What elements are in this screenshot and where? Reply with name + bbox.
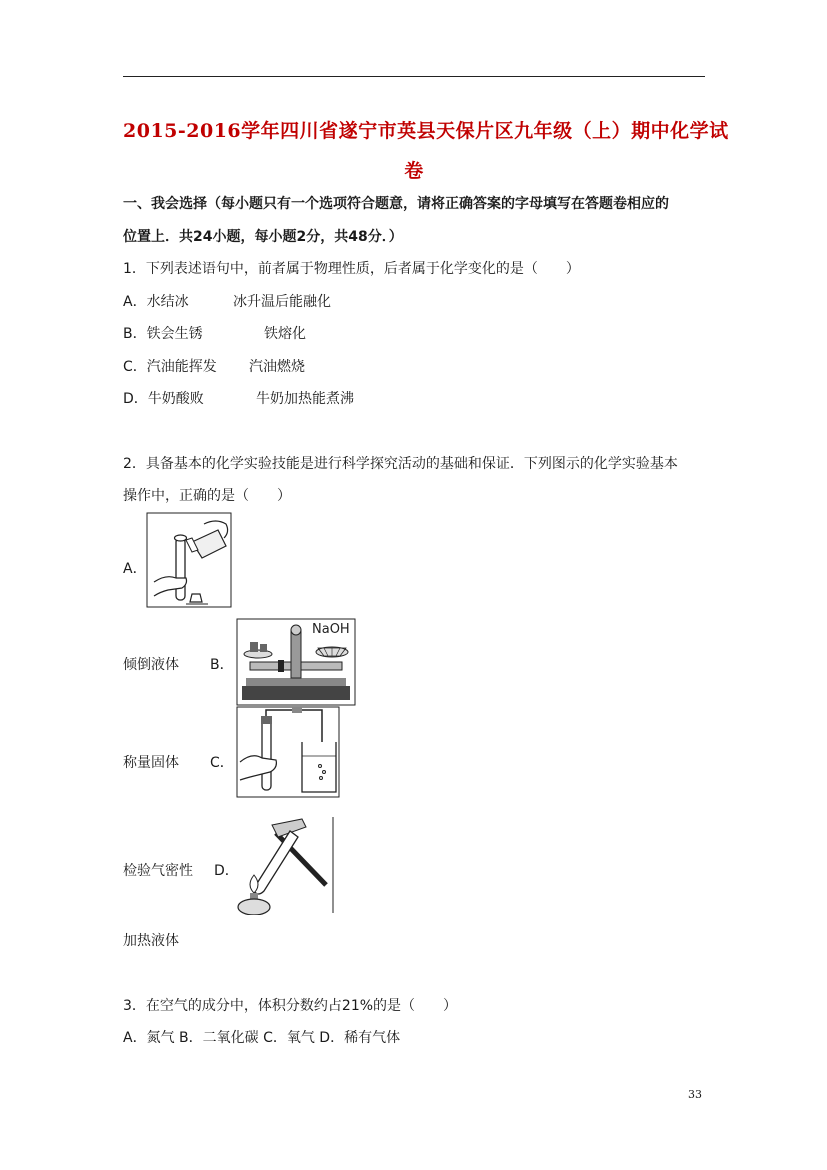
q3-options: A．氮气 B．二氧化碳 C．氧气 D．稀有气体 [123, 1030, 401, 1046]
section-heading-line1: 一、我会选择（每小题只有一个选项符合题意，请将正确答案的字母填写在答题卷相应的 [123, 196, 669, 212]
q1-option-d-label: D．牛奶酸败 [123, 391, 204, 407]
q3-stem: 3．在空气的成分中，体积分数约占21%的是（ ） [123, 998, 458, 1014]
document-title-line1: 2015-2016学年四川省遂宁市英县天保片区九年级（上）期中化学试 [123, 120, 729, 142]
q1-option-a-label: A．水结冰 [123, 294, 189, 310]
q1-option-b-text: 铁熔化 [264, 326, 306, 342]
header-rule [123, 76, 705, 77]
q1-option-a [123, 293, 331, 311]
q2-option-d-label: D． [214, 863, 239, 879]
q1-stem: 1．下列表述语句中，前者属于物理性质，后者属于化学变化的是（ ） [123, 261, 580, 277]
q1-option-d-text: 牛奶加热能煮沸 [256, 391, 354, 407]
q2-stem-line1: 2．具备基本的化学实验技能是进行科学探究活动的基础和保证．下列图示的化学实验基本 [123, 456, 678, 472]
pouring-liquid-figure [146, 512, 232, 608]
q2-stem-line2: 操作中，正确的是（ ） [123, 488, 291, 504]
balance-scale-figure [236, 618, 356, 706]
page-number: 33 [688, 1088, 702, 1101]
q2-option-c-label: C． [210, 755, 234, 771]
q2-caption-a: 倾倒液体 [123, 657, 179, 673]
q1-option-c-text: 汽油燃烧 [249, 359, 305, 375]
document-title-line2: 卷 [404, 160, 424, 182]
q2-caption-c: 检验气密性 [123, 863, 193, 879]
naoh-label: NaOH [312, 622, 350, 637]
q1-option-c [123, 358, 305, 376]
section-heading-line2: 位置上．共24小题，每小题2分，共48分．） [123, 229, 403, 245]
q1-option-b-label: B．铁会生锈 [123, 326, 203, 342]
q1-option-a-text: 冰升温后能融化 [233, 294, 331, 310]
q2-option-a-label: A． [123, 561, 147, 577]
q2-option-b-label: B． [210, 657, 234, 673]
q1-option-c-label: C．汽油能挥发 [123, 359, 217, 375]
airtightness-check-figure [236, 706, 340, 798]
q2-caption-d: 加热液体 [123, 933, 179, 949]
q1-option-d [123, 390, 354, 408]
heating-liquid-figure [232, 815, 336, 915]
q1-option-b [123, 325, 306, 343]
q2-caption-b: 称量固体 [123, 755, 179, 771]
